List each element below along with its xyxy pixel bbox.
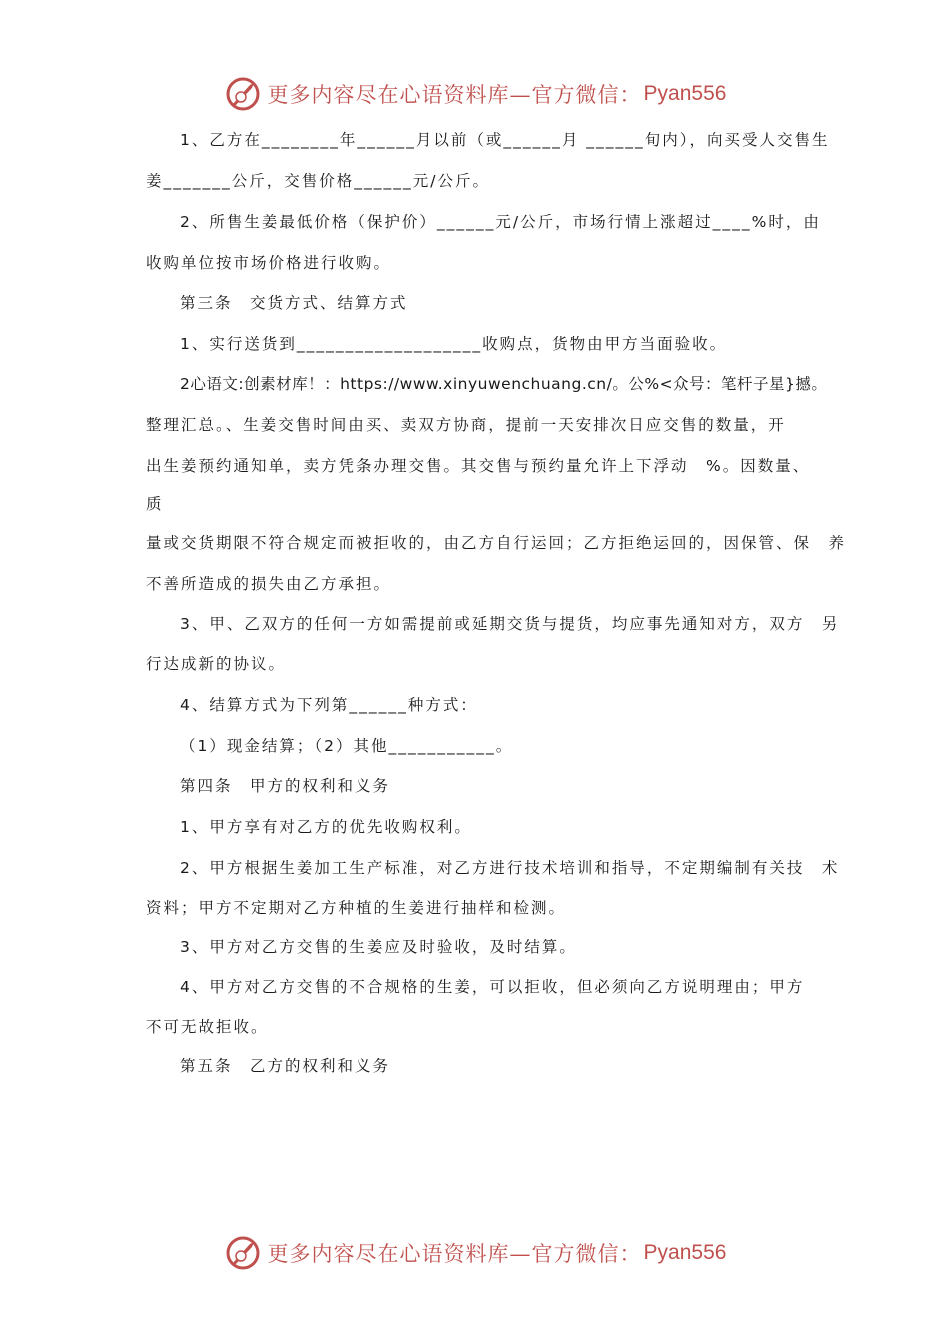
header-banner xyxy=(0,74,950,114)
paragraph-line: 4、结算方式为下列第______种方式： xyxy=(180,696,478,714)
paragraph-line: 2、所售生姜最低价格（保护价）______元/公斤，市场行情上涨超过____%时，由 xyxy=(180,213,821,231)
paragraph-line: 1、甲方享有对乙方的优先收购权利。 xyxy=(180,818,472,836)
paragraph-line: 3、甲、乙双方的任何一方如需提前或延期交货与提货，均应事先通知对方，双方 另 xyxy=(180,615,840,633)
paragraph-line: 资料；甲方不定期对乙方种植的生姜进行抽样和检测。 xyxy=(146,899,567,917)
section-heading: 第四条 甲方的权利和义务 xyxy=(180,777,391,795)
paragraph-line: 不善所造成的损失由乙方承担。 xyxy=(146,575,392,593)
section-heading: 第三条 交货方式、结算方式 xyxy=(180,294,408,312)
paragraph-line: 2心语文:创素材库！：https://www.xinyuwenchuang.cn/。公%<众号：笔杆子星}撼。 xyxy=(180,375,828,393)
paragraph-line: 不可无故拒收。 xyxy=(146,1018,269,1036)
paragraph-line: 量或交货期限不符合规定而被拒收的，由乙方自行运回；乙方拒绝运回的，因保管、保 养 xyxy=(146,534,847,552)
section-heading: 第五条 乙方的权利和义务 xyxy=(180,1057,391,1075)
paragraph-line: 4、甲方对乙方交售的不合规格的生姜，可以拒收，但必须向乙方说明理由；甲方 xyxy=(180,978,805,996)
paragraph-line: 3、甲方对乙方交售的生姜应及时验收，及时结算。 xyxy=(180,938,577,956)
quill-logo-icon xyxy=(224,75,262,113)
paragraph-line: 2、甲方根据生姜加工生产标准，对乙方进行技术培训和指导，不定期编制有关技 术 xyxy=(180,859,840,877)
quill-logo-icon xyxy=(224,1234,262,1272)
paragraph-line: 行达成新的协议。 xyxy=(146,655,287,673)
wechat-id: Pyan556 xyxy=(643,1241,727,1264)
paragraph-line: 出生姜预约通知单，卖方凭条办理交售。其交售与预约量允许上下浮动 %。因数量、 xyxy=(146,457,811,475)
banner-text: 更多内容尽在心语资料库—官方微信： xyxy=(267,1242,642,1266)
paragraph-line: 收购单位按市场价格进行收购。 xyxy=(146,254,392,272)
wechat-id: Pyan556 xyxy=(643,82,727,105)
paragraph-line: 整理汇总。、生姜交售时间由买、卖双方协商，提前一天安排次日应交售的数量，开 xyxy=(146,416,786,434)
banner-text: 更多内容尽在心语资料库—官方微信： xyxy=(267,83,642,107)
paragraph-line: 质 xyxy=(146,495,164,513)
footer-banner xyxy=(0,1233,950,1273)
paragraph-line: 1、乙方在________年______月以前（或______月 ______旬内），向买受人交售生 xyxy=(180,131,830,149)
paragraph-line: 1、实行送货到___________________收购点，货物由甲方当面验收。 xyxy=(180,335,728,353)
paragraph-line: 姜_______公斤，交售价格______元/公斤。 xyxy=(146,172,490,190)
paragraph-line: （1）现金结算；（2）其他___________。 xyxy=(180,737,514,755)
